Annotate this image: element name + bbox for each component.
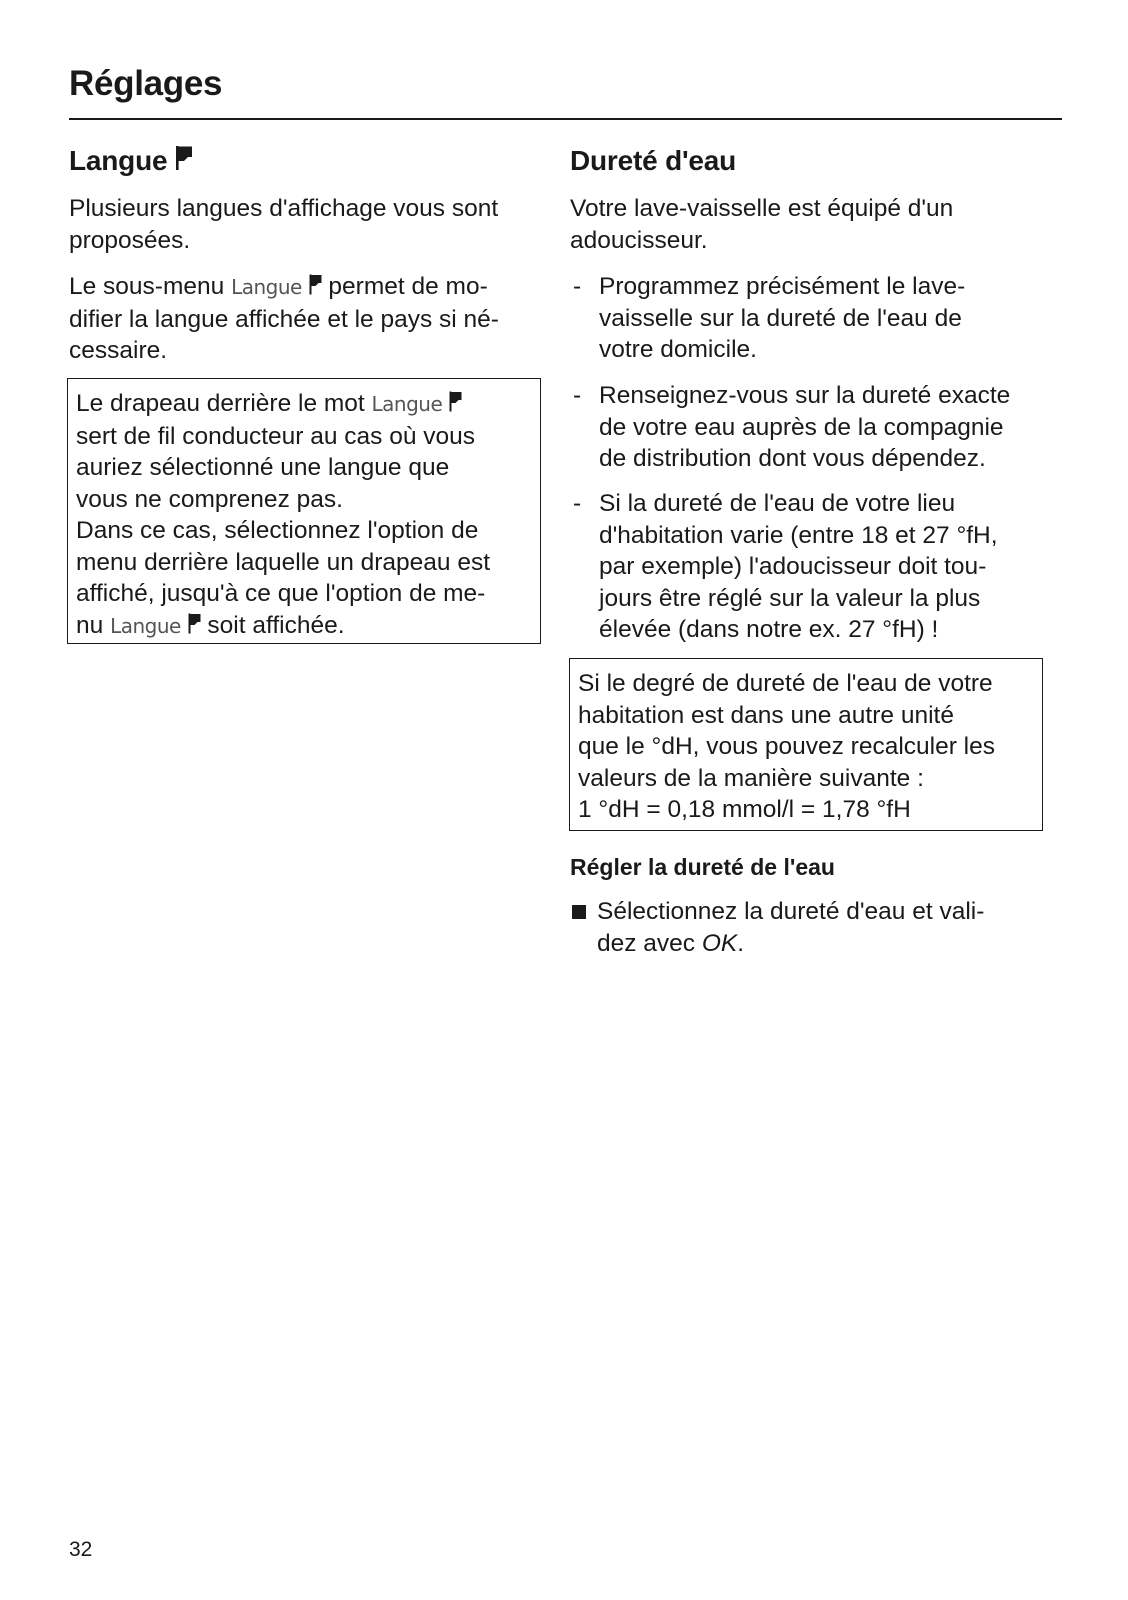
text-line: valeurs de la manière suivante : bbox=[578, 764, 924, 792]
text-line: votre domicile. bbox=[599, 336, 757, 363]
instruction-step bbox=[570, 896, 1050, 959]
menu-word-langue: Langue bbox=[110, 613, 181, 638]
section-heading-label: Langue bbox=[69, 145, 168, 176]
text-line: que le °dH, vous pouvez recalculer les bbox=[578, 733, 995, 760]
text-line bbox=[76, 610, 540, 643]
durete-intro bbox=[570, 193, 953, 256]
text-fragment: Le drapeau derrière le mot bbox=[76, 390, 372, 417]
text-line: Si le degré de dureté de l'eau de votre bbox=[578, 670, 993, 697]
text-line: menu derrière laquelle un drapeau est bbox=[76, 548, 491, 576]
text-line bbox=[69, 271, 499, 304]
text-line: élevée (dans notre ex. 27 °fH) ! bbox=[599, 616, 939, 643]
title-divider bbox=[69, 118, 1062, 120]
note-box-flag bbox=[67, 378, 541, 644]
page-number: 32 bbox=[69, 1538, 93, 1561]
text-line: d'habitation varie (entre 18 et 27 °fH, bbox=[599, 521, 998, 549]
section-heading-langue bbox=[69, 145, 193, 177]
flag-icon bbox=[175, 145, 193, 171]
section-heading-durete: Dureté d'eau bbox=[570, 145, 737, 176]
ok-key-label: OK bbox=[701, 929, 738, 957]
text-line: auriez sélectionné une langue que bbox=[76, 454, 450, 481]
flag-icon bbox=[449, 391, 462, 412]
square-bullet-icon bbox=[572, 905, 586, 919]
list-dash: - bbox=[573, 382, 582, 409]
menu-word-langue: Langue bbox=[371, 392, 443, 416]
text-line: Programmez précisément le lave- bbox=[599, 273, 966, 300]
text-line: sert de fil conducteur au cas où vous bbox=[76, 422, 476, 450]
list-dash: - bbox=[573, 490, 582, 517]
text-fragment: Le sous-menu bbox=[69, 273, 232, 300]
list-dash: - bbox=[573, 273, 582, 300]
dash-list-item bbox=[570, 488, 1050, 646]
text-line bbox=[597, 928, 1050, 960]
text-line: Plusieurs langues d'affichage vous sont bbox=[69, 195, 499, 222]
subheading-regler: Régler la dureté de l'eau bbox=[570, 854, 835, 880]
menu-word-langue: Langue bbox=[231, 275, 302, 299]
langue-paragraph bbox=[69, 271, 499, 367]
dash-list-item bbox=[570, 271, 1050, 366]
flag-icon bbox=[309, 274, 322, 295]
text-line: Renseignez-vous sur la dureté exacte bbox=[599, 382, 1011, 409]
text-line: proposées. bbox=[69, 226, 191, 254]
page-title: Réglages bbox=[69, 64, 223, 103]
text-line: Sélectionnez la dureté d'eau et vali- bbox=[597, 898, 985, 925]
text-line: vous ne comprenez pas. bbox=[76, 485, 343, 513]
langue-intro bbox=[69, 193, 498, 256]
text-fragment: soit affichée. bbox=[200, 611, 345, 639]
text-fragment: nu bbox=[76, 611, 111, 639]
text-line bbox=[76, 388, 540, 421]
text-line: 1 °dH = 0,18 mmol/l = 1,78 °fH bbox=[578, 796, 911, 823]
text-line: de votre eau auprès de la compagnie bbox=[599, 413, 1004, 441]
flag-icon bbox=[188, 613, 201, 634]
text-line: difier la langue affichée et le pays si né- bbox=[69, 305, 499, 333]
text-line: de distribution dont vous dépendez. bbox=[599, 445, 986, 472]
text-line: habitation est dans une autre unité bbox=[578, 701, 954, 729]
text-line: Dans ce cas, sélectionnez l'option de bbox=[76, 517, 479, 544]
text-line: jours être réglé sur la valeur la plus bbox=[599, 584, 981, 612]
text-line: adoucisseur. bbox=[570, 226, 708, 254]
text-line: par exemple) l'adoucisseur doit tou- bbox=[599, 553, 987, 580]
text-fragment: permet de mo- bbox=[321, 273, 488, 300]
text-fragment: . bbox=[737, 929, 745, 957]
text-line: Si la dureté de l'eau de votre lieu bbox=[599, 490, 956, 517]
text-line: vaisselle sur la dureté de l'eau de bbox=[599, 304, 962, 332]
text-line: Votre lave-vaisselle est équipé d'un bbox=[570, 195, 954, 222]
text-line: cessaire. bbox=[69, 337, 168, 364]
text-line: affiché, jusqu'à ce que l'option de me- bbox=[76, 580, 486, 607]
note-box-conversion bbox=[569, 658, 1043, 831]
dash-list-item bbox=[570, 380, 1050, 475]
text-fragment: dez avec bbox=[597, 929, 702, 957]
